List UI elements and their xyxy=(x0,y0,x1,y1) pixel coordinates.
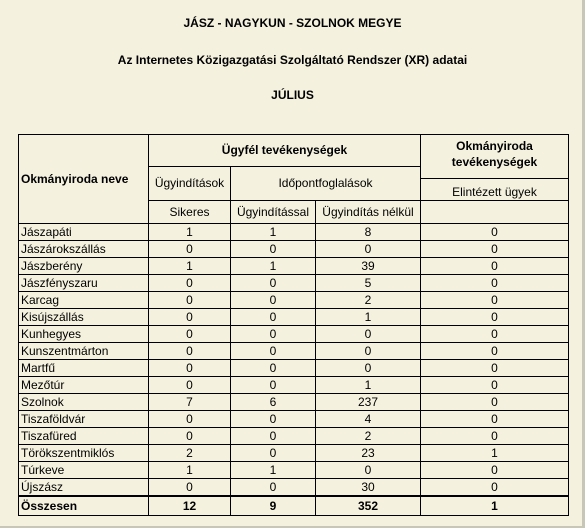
without-initiation-count: 0 xyxy=(316,462,421,479)
office-name: Mezőtúr xyxy=(19,377,149,394)
page-title: JÁSZ - NAGYKUN - SZOLNOK MEGYE xyxy=(183,16,402,30)
with-initiation-count: 1 xyxy=(231,224,316,241)
office-name: Kunszentmárton xyxy=(19,343,149,360)
without-initiation-count: 0 xyxy=(316,241,421,258)
total-label: Összesen xyxy=(19,496,149,516)
handled-count: 0 xyxy=(421,343,569,360)
header-client-activities: Ügyfél tevékenységek xyxy=(149,135,421,167)
table-row xyxy=(19,377,569,394)
with-initiation-count: 0 xyxy=(231,377,316,394)
without-initiation-count: 23 xyxy=(316,445,421,462)
table-row xyxy=(19,275,569,292)
table-row xyxy=(19,428,569,445)
with-initiation-count: 1 xyxy=(231,258,316,275)
without-initiation-count: 2 xyxy=(316,292,421,309)
with-initiation-count: 1 xyxy=(231,462,316,479)
successful-count: 0 xyxy=(149,292,231,309)
handled-count: 0 xyxy=(421,326,569,343)
successful-count: 7 xyxy=(149,394,231,411)
header-handled-cases: Elintézett ügyek xyxy=(452,185,537,199)
header-initiations: Ügyindítások xyxy=(149,166,231,201)
total-without-initiation: 352 xyxy=(316,496,421,516)
total-successful: 12 xyxy=(149,496,231,516)
successful-count: 1 xyxy=(149,258,231,275)
office-name: Tiszaföldvár xyxy=(19,411,149,428)
header-successful: Sikeres xyxy=(149,201,231,224)
table-row xyxy=(19,241,569,258)
office-name: Szolnok xyxy=(19,394,149,411)
handled-count: 0 xyxy=(421,258,569,275)
office-name: Martfű xyxy=(19,360,149,377)
office-name: Kunhegyes xyxy=(19,326,149,343)
header-appointments: Időpontfoglalások xyxy=(231,166,421,201)
table-row xyxy=(19,394,569,411)
handled-count: 0 xyxy=(421,360,569,377)
table-row xyxy=(19,224,569,241)
report-month: JÚLIUS xyxy=(271,88,314,102)
office-name: Jászfényszaru xyxy=(19,275,149,292)
successful-count: 2 xyxy=(149,445,231,462)
office-name: Jászapáti xyxy=(19,224,149,241)
office-name: Újszász xyxy=(19,479,149,497)
header-blank xyxy=(421,201,569,224)
office-name: Törökszentmiklós xyxy=(19,445,149,462)
with-initiation-count: 0 xyxy=(231,428,316,445)
handled-count: 0 xyxy=(421,462,569,479)
with-initiation-count: 0 xyxy=(231,275,316,292)
without-initiation-count: 0 xyxy=(316,343,421,360)
successful-count: 1 xyxy=(149,462,231,479)
without-initiation-count: 1 xyxy=(316,377,421,394)
table-row xyxy=(19,360,569,377)
without-initiation-count: 30 xyxy=(316,479,421,497)
header-without-initiation: Ügyindítás nélkül xyxy=(316,201,421,224)
office-name: Túrkeve xyxy=(19,462,149,479)
with-initiation-count: 0 xyxy=(231,309,316,326)
handled-count: 0 xyxy=(421,309,569,326)
header-office-name: Okmányiroda neve xyxy=(19,135,149,224)
successful-count: 0 xyxy=(149,377,231,394)
handled-count: 0 xyxy=(421,292,569,309)
handled-count: 0 xyxy=(421,394,569,411)
with-initiation-count: 0 xyxy=(231,292,316,309)
successful-count: 0 xyxy=(149,360,231,377)
total-row xyxy=(19,496,569,516)
with-initiation-count: 0 xyxy=(231,360,316,377)
page-subtitle: Az Internetes Közigazgatási Szolgáltató Rendszer (XR) adatai xyxy=(117,53,468,67)
handled-count: 0 xyxy=(421,275,569,292)
table-row xyxy=(19,309,569,326)
with-initiation-count: 0 xyxy=(231,479,316,497)
statistics-table xyxy=(18,134,569,516)
with-initiation-count: 0 xyxy=(231,326,316,343)
without-initiation-count: 0 xyxy=(316,360,421,377)
table-row xyxy=(19,326,569,343)
with-initiation-count: 0 xyxy=(231,241,316,258)
handled-count: 1 xyxy=(421,445,569,462)
without-initiation-count: 0 xyxy=(316,326,421,343)
with-initiation-count: 0 xyxy=(231,343,316,360)
without-initiation-count: 1 xyxy=(316,309,421,326)
without-initiation-count: 5 xyxy=(316,275,421,292)
office-name: Jászberény xyxy=(19,258,149,275)
table-row xyxy=(19,479,569,497)
successful-count: 0 xyxy=(149,411,231,428)
table-row xyxy=(19,462,569,479)
table-row xyxy=(19,445,569,462)
successful-count: 0 xyxy=(149,428,231,445)
header-office-activities: Okmányiroda tevékenységek Elintézett ügyek xyxy=(421,135,569,201)
successful-count: 0 xyxy=(149,326,231,343)
handled-count: 0 xyxy=(421,411,569,428)
office-name: Karcag xyxy=(19,292,149,309)
successful-count: 0 xyxy=(149,241,231,258)
office-name: Jászárokszállás xyxy=(19,241,149,258)
table-row xyxy=(19,258,569,275)
without-initiation-count: 4 xyxy=(316,411,421,428)
with-initiation-count: 0 xyxy=(231,445,316,462)
without-initiation-count: 237 xyxy=(316,394,421,411)
with-initiation-count: 6 xyxy=(231,394,316,411)
without-initiation-count: 8 xyxy=(316,224,421,241)
without-initiation-count: 39 xyxy=(316,258,421,275)
table-row xyxy=(19,292,569,309)
handled-count: 0 xyxy=(421,377,569,394)
successful-count: 1 xyxy=(149,224,231,241)
total-handled: 1 xyxy=(421,496,569,516)
table-row xyxy=(19,343,569,360)
with-initiation-count: 0 xyxy=(231,411,316,428)
successful-count: 0 xyxy=(149,479,231,497)
handled-count: 0 xyxy=(421,224,569,241)
office-name: Kisújszállás xyxy=(19,309,149,326)
without-initiation-count: 2 xyxy=(316,428,421,445)
header-with-initiation: Ügyindítással xyxy=(231,201,316,224)
table-row xyxy=(19,411,569,428)
successful-count: 0 xyxy=(149,309,231,326)
handled-count: 0 xyxy=(421,479,569,497)
handled-count: 0 xyxy=(421,241,569,258)
successful-count: 0 xyxy=(149,275,231,292)
office-name: Tiszafüred xyxy=(19,428,149,445)
handled-count: 0 xyxy=(421,428,569,445)
total-with-initiation: 9 xyxy=(231,496,316,516)
successful-count: 0 xyxy=(149,343,231,360)
